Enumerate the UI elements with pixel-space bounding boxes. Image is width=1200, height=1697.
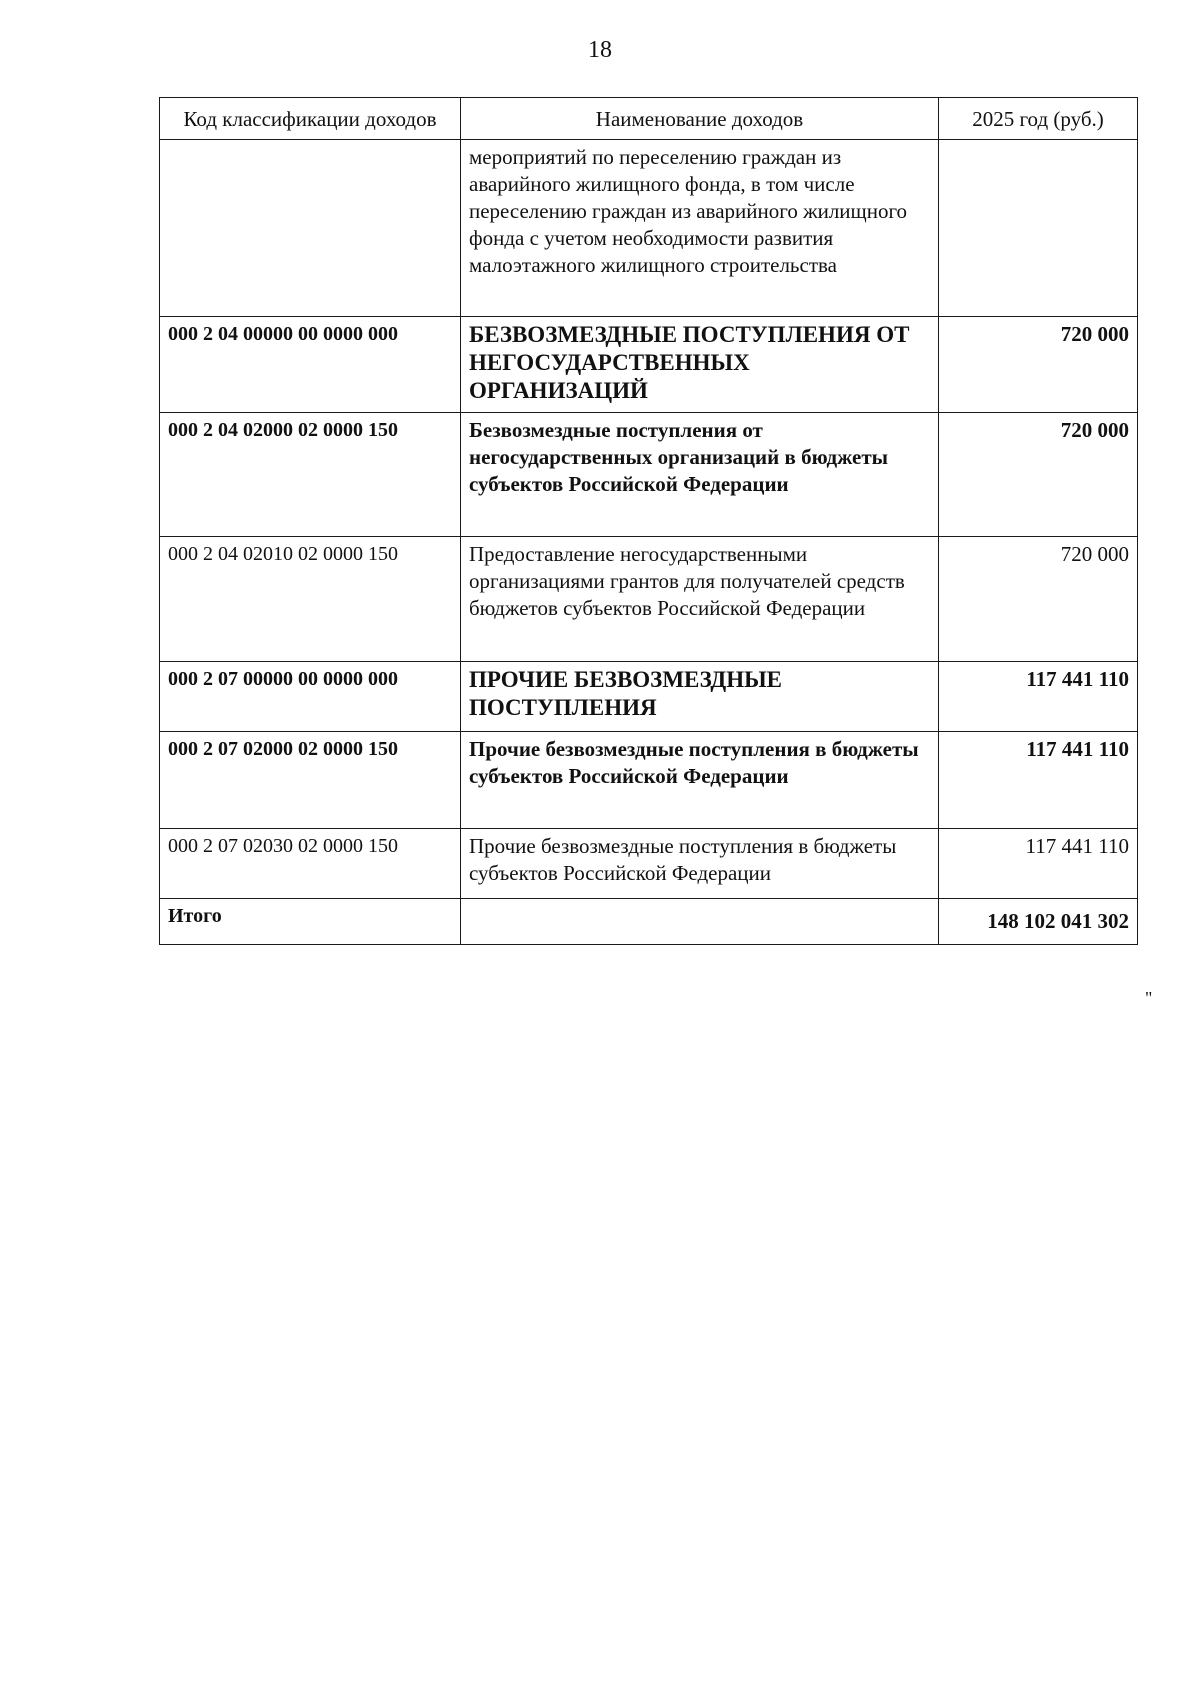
page-number: 18 [588,37,612,63]
row-amount: 117 441 110 [939,829,1138,899]
row-amount: 720 000 [939,317,1138,413]
row-name: Безвозмездные поступления от негосударственных организаций в бюджеты субъектов Российской Федерации [461,413,939,537]
row-name: Прочие безвозмездные поступления в бюджеты субъектов Российской Федерации [461,732,939,829]
total-amount: 148 102 041 302 [939,899,1138,945]
total-name [461,899,939,945]
row-amount: 117 441 110 [939,662,1138,732]
row-name: ПРОЧИЕ БЕЗВОЗМЕЗДНЫЕ ПОСТУПЛЕНИЯ [461,662,939,732]
row-name: Прочие безвозмездные поступления в бюджеты субъектов Российской Федерации [461,829,939,899]
row-code [160,140,461,317]
row-code: 000 2 07 02000 02 0000 150 [160,732,461,829]
row-name: БЕЗВОЗМЕЗДНЫЕ ПОСТУПЛЕНИЯ ОТ НЕГОСУДАРСТВЕННЫХ ОРГАНИЗАЦИЙ [461,317,939,413]
total-label: Итого [160,899,461,945]
table-row [160,537,1138,662]
income-table [159,97,1138,945]
row-name: Предоставление негосударственными организациями грантов для получателей средств бюджетов субъектов Российской Федерации [461,537,939,662]
row-name: мероприятий по переселению граждан из аварийного жилищного фонда, в том числе переселению граждан из аварийного жилищного фонда с учетом необходимости развития малоэтажного жилищного строительства [461,140,939,317]
row-amount: 720 000 [939,413,1138,537]
table-row [160,140,1138,317]
row-code: 000 2 04 02010 02 0000 150 [160,537,461,662]
row-code: 000 2 04 00000 00 0000 000 [160,317,461,413]
row-amount [939,140,1138,317]
table-row [160,317,1138,413]
table-row [160,662,1138,732]
table-header-row [160,98,1138,140]
table-row [160,829,1138,899]
closing-quote-mark: " [1145,988,1153,1008]
row-code: 000 2 07 00000 00 0000 000 [160,662,461,732]
header-name: Наименование доходов [461,98,939,140]
row-code: 000 2 07 02030 02 0000 150 [160,829,461,899]
header-code: Код классификации доходов [160,98,461,140]
header-amount: 2025 год (руб.) [939,98,1138,140]
row-amount: 117 441 110 [939,732,1138,829]
row-code: 000 2 04 02000 02 0000 150 [160,413,461,537]
table-row [160,413,1138,537]
total-row [160,899,1138,945]
table-row [160,732,1138,829]
row-amount: 720 000 [939,537,1138,662]
